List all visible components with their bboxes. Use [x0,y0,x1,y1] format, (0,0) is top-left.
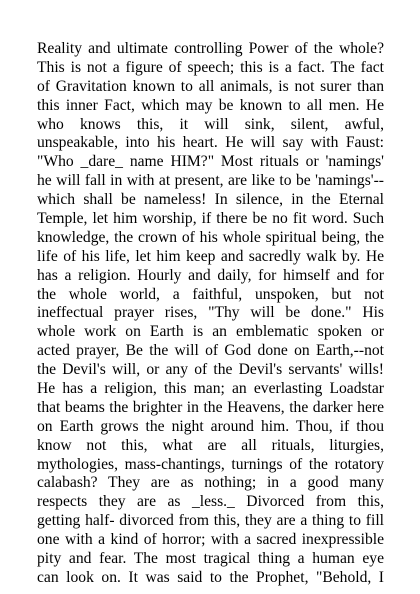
text-line: one with a kind of horror; with a sacred inexpressible [37,531,384,549]
text-line: who knows this, it will sink, silent, awful, [37,115,384,133]
text-line: which shall be nameless! In silence, in the Eternal [37,191,384,209]
text-line: acted prayer, Be the will of God done on Earth,--not [37,342,384,360]
text-line: he will fall in with at present, are like to be 'namings'-- [37,172,384,190]
text-line: calabash? They are as nothing; in a good many [37,474,384,492]
text-line: the whole world, a faithful, unspoken, but not [37,285,384,303]
text-line: this inner Fact, which may be known to all men. He [37,96,384,114]
text-line: getting half- divorced from this, they are a thing to fill [37,512,384,530]
text-line: of Gravitation known to all animals, is not surer than [37,77,384,95]
document-page [37,40,384,588]
text-line: respects they are as _less._ Divorced from this, [37,493,384,511]
text-line: Temple, let him worship, if there be no fit word. Such [37,210,384,228]
text-line: This is not a figure of speech; this is a fact. The fact [37,58,384,76]
text-line: knowledge, the crown of his whole spiritual being, the [37,228,384,246]
text-line: ineffectual prayer rises, "Thy will be done." His [37,304,384,322]
text-line: Reality and ultimate controlling Power of the whole? [37,40,384,57]
text-line: that beams the brighter in the Heavens, the darker here [37,398,384,416]
text-line: can look on. It was said to the Prophet, "Behold, I [37,568,384,586]
text-line: life of his life, let him keep and sacredly walk by. He [37,247,384,265]
text-line: has a religion. Hourly and daily, for himself and for [37,266,384,284]
text-line: on Earth grows the night around him. Thou, if thou [37,417,384,435]
text-line: unspeakable, into his heart. He will say with Faust: [37,134,384,152]
text-line: whole work on Earth is an emblematic spoken or [37,323,384,341]
text-line: pity and fear. The most tragical thing a human eye [37,550,384,568]
text-line: mythologies, mass-chantings, turnings of the rotatory [37,455,384,473]
text-line: He has a religion, this man; an everlasting Loadstar [37,380,384,398]
text-line: know not this, what are all rituals, liturgies, [37,436,384,454]
text-line: the Devil's will, or any of the Devil's servants' wills! [37,361,384,379]
text-line: "Who _dare_ name HIM?" Most rituals or 'namings' [37,153,384,171]
